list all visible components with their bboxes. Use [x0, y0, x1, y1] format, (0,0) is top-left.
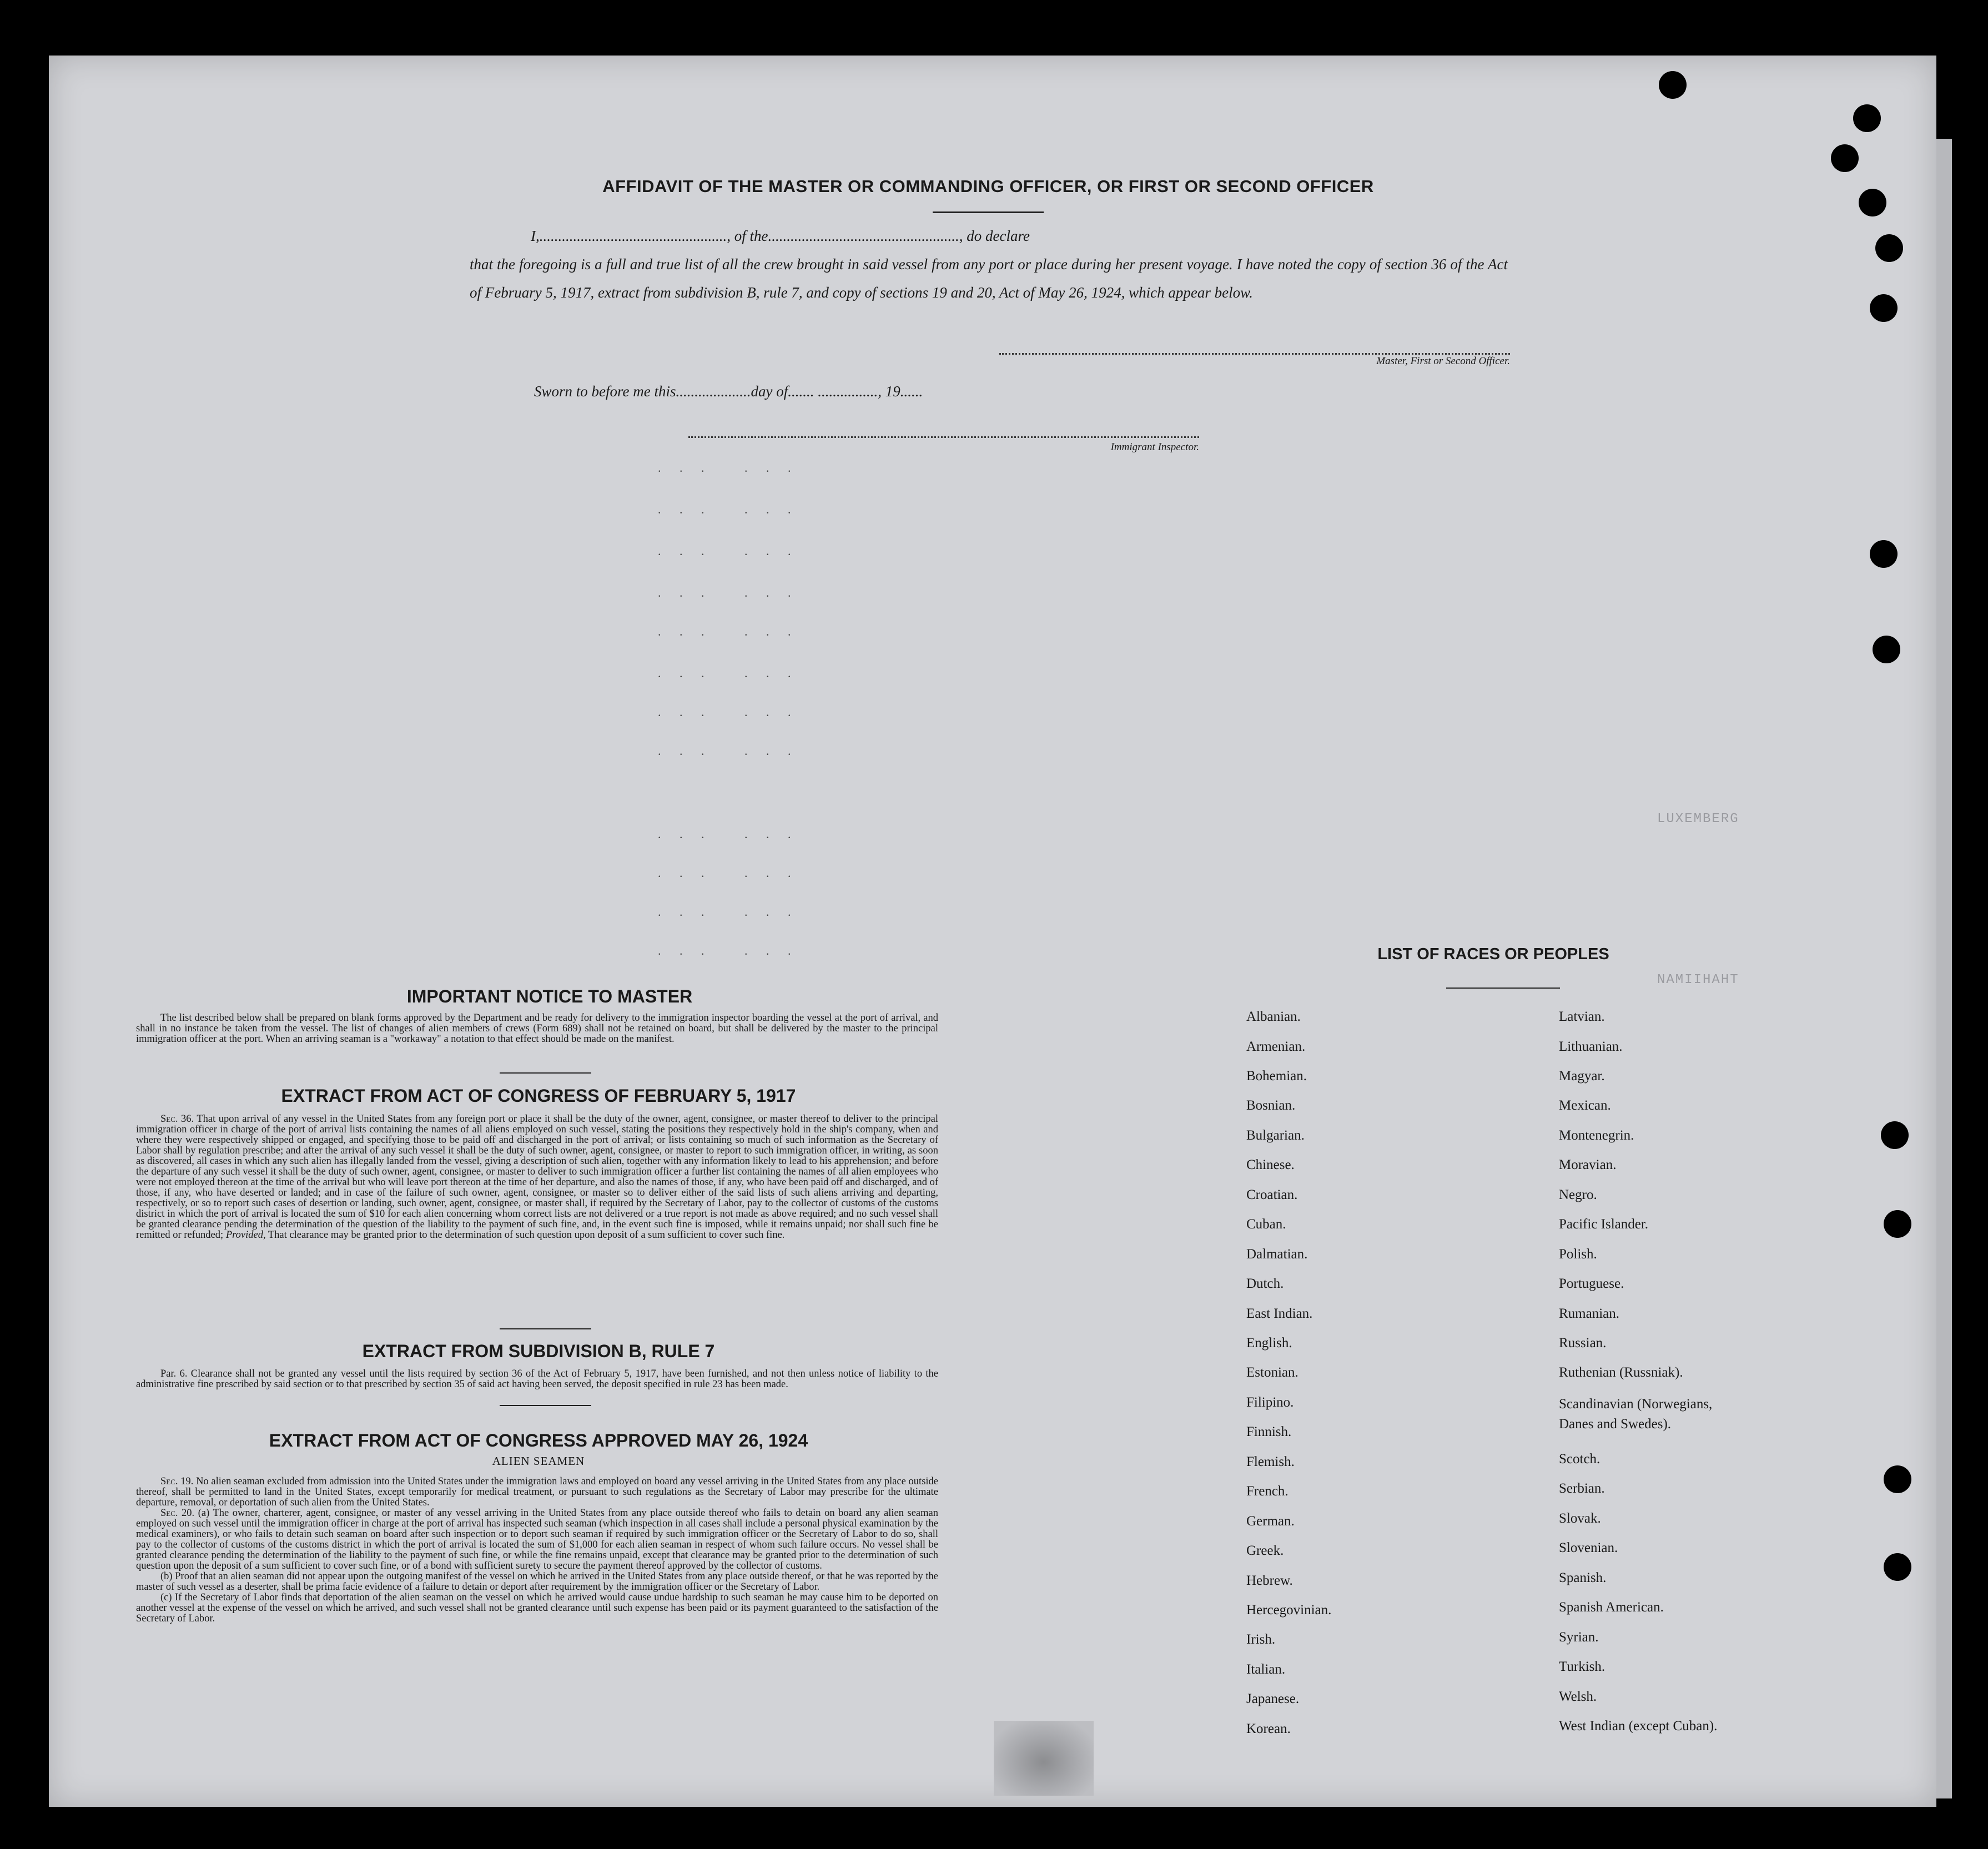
race-item: Ruthenian (Russniak).	[1559, 1365, 1683, 1380]
section-rule	[500, 1328, 591, 1329]
punch-hole	[1884, 1465, 1911, 1493]
race-item: Scotch.	[1559, 1452, 1601, 1467]
race-item: Polish.	[1559, 1247, 1597, 1262]
punch-hole	[1870, 294, 1898, 322]
race-item: Serbian.	[1559, 1481, 1605, 1496]
race-item: Bohemian.	[1246, 1069, 1307, 1084]
race-item: French.	[1246, 1484, 1289, 1499]
rule7-title: EXTRACT FROM SUBDIVISION B, RULE 7	[362, 1341, 715, 1361]
punch-hole	[1884, 1210, 1911, 1238]
bleedthrough-text: LUXEMBERG	[1657, 812, 1739, 827]
rule7-text: Par. 6. Clearance shall not be granted any vessel until the lists required by section 36 of the Act of February 5, 1917, have been furnished, and not then unless notice of liability to the administrative fine prescribed by said section or to that prescribed by section 35 of said act having been served, the deposit specified in rule 23 has been made.	[136, 1368, 938, 1390]
section-rule	[500, 1072, 591, 1074]
race-item: Russian.	[1559, 1336, 1607, 1351]
race-item: West Indian (except Cuban).	[1559, 1719, 1718, 1734]
punch-hole	[1875, 234, 1903, 262]
race-item: Croatian.	[1246, 1187, 1298, 1202]
race-item: Cuban.	[1246, 1217, 1286, 1232]
race-item: Hercegovinian.	[1246, 1603, 1332, 1618]
race-item: Hebrew.	[1246, 1573, 1293, 1588]
race-item: Portuguese.	[1559, 1276, 1624, 1291]
inspector-signature-line[interactable]	[688, 427, 1199, 438]
alien-seamen-subtitle: ALIEN SEAMEN	[492, 1454, 585, 1468]
race-item: Turkish.	[1559, 1659, 1606, 1674]
race-item: Rumanian.	[1559, 1306, 1620, 1321]
race-item: Slovak.	[1559, 1511, 1601, 1526]
race-item: Spanish American.	[1559, 1600, 1664, 1615]
race-item: Irish.	[1246, 1632, 1276, 1647]
page-edge-stub	[1936, 139, 1952, 1798]
race-item: Pacific Islander.	[1559, 1217, 1649, 1232]
race-item: Mexican.	[1559, 1098, 1611, 1113]
race-item: Magyar.	[1559, 1069, 1605, 1084]
race-item: Scandinavian (Norwegians, Danes and Swedes).	[1559, 1397, 1713, 1432]
race-item: German.	[1246, 1514, 1295, 1529]
race-item: Armenian.	[1246, 1039, 1306, 1054]
notice-text: The list described below shall be prepared on blank forms approved by the Department and be ready for delivery to the immigration inspector boarding the vessel at the port of arrival, and shall in no instance be taken from the vessel. The list of changes of alien members of crews (Form 689) shall not be retained on board, but shall be delivered by the master to the principal immigration officer at the port. When an arriving seaman is a "workaway" a notation to that effect should be made on the manifest.	[136, 1012, 938, 1045]
race-item: Montenegrin.	[1559, 1128, 1634, 1143]
signature-caption: Master, First or Second Officer.	[1376, 355, 1510, 367]
race-item: Latvian.	[1559, 1009, 1605, 1024]
extract-1924-text: Sec. 19. No alien seaman excluded from admission into the United States under the immigration laws and employed on board any vessel arriving in the United States from any place outside thereof, shall be permitted to land in the United States, except temporarily for medical treatment, or pursuant to such regulations as the Secretary of Labor may prescribe for the ultimate departure, removal, or deportation of such alien from the United States. Sec. 20. (a) The owner, charterer, agent, consignee, or master of any vessel arriving in the United States from any place outside thereof who fails to detain on board any alien seaman employed on such vessel until the immigration officer in charge at the port of arrival has inspected such seaman (which inspection in all cases shall include a personal physical examination by the medical examiners), or who fails to detain such seaman on board after such inspection or to deport such seaman if required by such immigration officer or the Secretary of Labor to do so, shall pay to the collector of customs of the customs district in which the port of arrival is located the sum of $1,000 for each alien seaman in respect of whom such failure occurs. No vessel shall be granted clearance pending the determination of the liability to the payment of such fine, or while the fine remains unpaid, except that clearance may be granted prior to the determination of such question upon the deposit of a sum sufficient to cover such fine, or of a bond with sufficient surety to secure the payment thereof approved by the collector of customs. (b) Proof that an alien seaman did not appear upon the outgoing manifest of the vessel on which he arrived in the United States from any place outside thereof, or that he was reported by the master of such vessel as a deserter, shall be prima facie evidence of a failure to detain or deport after requirement by the immigration officer or the Secretary of Labor. (c) If the Secretary of Labor finds that deportation of the alien seaman on the vessel on which he arrived would cause undue hardship to such seaman he may cause him to be deported on another vessel at the expense of the vessel on which he arrived, and such vessel shall not be granted clearance until such expense has been paid or its payment guaranteed to the satisfaction of the Secretary of Labor.	[136, 1476, 938, 1624]
race-item: Albanian.	[1246, 1009, 1301, 1024]
race-item: Estonian.	[1246, 1365, 1299, 1380]
races-title: LIST OF RACES OR PEOPLES	[1377, 945, 1609, 963]
affidavit-title: AFFIDAVIT OF THE MASTER OR COMMANDING OFFICER, OR FIRST OR SECOND OFFICER	[602, 177, 1374, 196]
affidavit-line1: I,.................................................., of the..................................................., do declare	[531, 228, 1030, 244]
punch-hole	[1853, 104, 1881, 132]
sworn-statement: Sworn to before me this....................day of....... ................, 19......	[534, 383, 923, 400]
bleedthrough-text: NAMIIHAHT	[1657, 973, 1739, 988]
extract-1917-text: Sec. 36. That upon arrival of any vessel in the United States from any foreign port or place it shall be the duty of the owner, agent, consignee, or master thereof to deliver to the principal immigration officer in charge of the port of arrival lists containing the names of all aliens employed on such vessel, stating the positions they respectively hold in the ship's company, when and where they were respectively shipped or engaged, and specifying those to be paid off and discharged in the port of arrival; or lists containing so much of such information as the Secretary of Labor shall by regulation prescribe; and after the arrival of any such vessel it shall be the duty of such owner, agent, consignee, or master to report to such immigration officer, in writing, as soon as discovered, all cases in which any such alien has illegally landed from the vessel, giving a description of such alien, together with any information likely to lead to his apprehension; and before the departure of any such vessel it shall be the duty of such owner, agent, consignee, or master to deliver to such immigration officer a further list containing the names of all alien employees who were not employed thereon at the time of the arrival but who will leave port thereon at the time of her departure, and also the names of those, if any, who have been paid off and discharged, and of those, if any, who have deserted or landed; and in case of the failure of such owner, agent, consignee, or master so to deliver either of the said lists of such aliens arriving and departing, respectively, or so to report such cases of desertion or landing, such owner, agent, consignee, or master shall, if required by the Secretary of Labor, pay to the collector of customs of the customs district in which the port of arrival is located the sum of $10 for each alien concerning whom correct lists are not delivered or a true report is not made as above required; and no such vessel shall be granted clearance pending the determination of the question of the liability to the payment of such fine, and, in the event such fine is imposed, while it remains unpaid; nor shall such fine be remitted or refunded; Provided, That clearance may be granted prior to the determination of such question upon deposit of a sum sufficient to cover such fine.	[136, 1114, 938, 1241]
punch-hole	[1870, 540, 1898, 568]
punch-hole	[1859, 189, 1886, 216]
race-item: Syrian.	[1559, 1630, 1599, 1645]
race-item: Finnish.	[1246, 1424, 1292, 1439]
race-item: Korean.	[1246, 1721, 1291, 1736]
punch-hole	[1873, 636, 1900, 663]
race-item: Spanish.	[1559, 1570, 1607, 1585]
section-rule	[500, 1405, 591, 1406]
race-item: Bulgarian.	[1246, 1128, 1305, 1143]
race-item: Chinese.	[1246, 1157, 1295, 1172]
race-item: English.	[1246, 1336, 1292, 1351]
race-item: Japanese.	[1246, 1691, 1300, 1706]
punch-hole	[1659, 71, 1687, 99]
extract-1917-title: EXTRACT FROM ACT OF CONGRESS OF FEBRUARY 5, 1917	[281, 1086, 796, 1106]
race-item: Lithuanian.	[1559, 1039, 1623, 1054]
affidavit-text	[470, 222, 1508, 307]
race-item: Moravian.	[1559, 1157, 1617, 1172]
race-item: Negro.	[1559, 1187, 1597, 1202]
race-item: Greek.	[1246, 1543, 1284, 1558]
punch-hole	[1831, 144, 1859, 172]
tape-stamp-mark	[994, 1721, 1094, 1796]
race-item: East Indian.	[1246, 1306, 1313, 1321]
race-item: Italian.	[1246, 1662, 1286, 1677]
race-item: Welsh.	[1559, 1689, 1597, 1704]
race-item: Flemish.	[1246, 1454, 1295, 1469]
title-rule	[933, 211, 1044, 213]
race-item: Bosnian.	[1246, 1098, 1296, 1113]
race-item: Filipino.	[1246, 1395, 1294, 1410]
punch-hole	[1881, 1121, 1909, 1149]
race-item: Slovenian.	[1559, 1540, 1618, 1555]
punch-hole	[1884, 1553, 1911, 1581]
races-rule	[1446, 988, 1560, 989]
master-signature-line[interactable]	[999, 336, 1510, 355]
race-item: Dutch.	[1246, 1276, 1284, 1291]
affidavit-body: that the foregoing is a full and true list of all the crew brought in said vessel from any port or place during her present voyage. I have noted the copy of section 36 of the Act of February 5, 1917, extract from subdivision B, rule 7, and copy of sections 19 and 20, Act of May 26, 1924, which appear below.	[470, 256, 1508, 301]
notice-title: IMPORTANT NOTICE TO MASTER	[406, 986, 693, 1006]
extract-1924-title: EXTRACT FROM ACT OF CONGRESS APPROVED MAY 26, 1924	[269, 1430, 808, 1450]
race-item: Dalmatian.	[1246, 1247, 1308, 1262]
inspector-caption: Immigrant Inspector.	[1110, 441, 1199, 453]
